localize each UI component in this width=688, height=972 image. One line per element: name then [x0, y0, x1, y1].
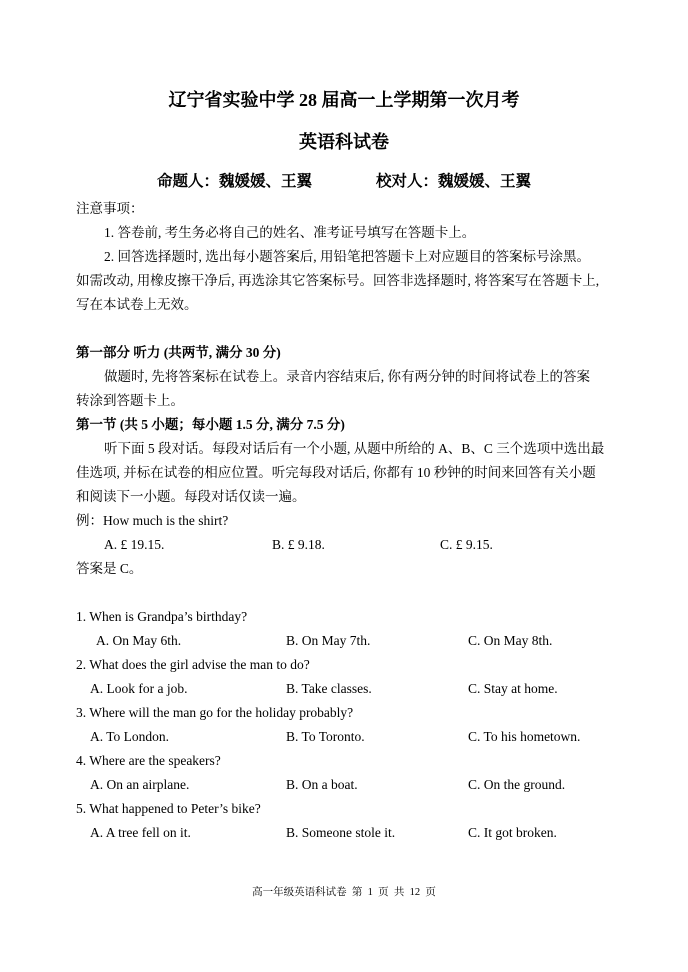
question-3-option-b: B. To Toronto. — [286, 729, 365, 744]
part-1-description: 做题时, 先将答案标在试卷上。录音内容结束后, 你有两分钟的时间将试卷上的答案 — [104, 369, 590, 384]
section-1-description-line-2: 佳选项, 并标在试卷的相应位置。听完每段对话后, 你都有 10 秒钟的时间来回答有关小题 — [76, 465, 596, 480]
example-option-b: B. £ 9.18. — [272, 537, 325, 552]
example-question: 例：How much is the shirt? — [76, 513, 229, 528]
question-2-option-a: A. Look for a job. — [90, 681, 188, 696]
question-4: 4. Where are the speakers? — [76, 753, 221, 768]
question-2: 2. What does the girl advise the man to do? — [76, 657, 310, 672]
question-1-option-c: C. On May 8th. — [468, 633, 553, 648]
question-3-option-a: A. To London. — [90, 729, 170, 744]
section-1-heading: 第一节 (共 5 小题；每小题 1.5 分, 满分 7.5 分) — [76, 417, 345, 432]
question-1-option-a: A. On May 6th. — [96, 633, 182, 648]
author-line — [0, 169, 688, 191]
question-5-option-a: A. A tree fell on it. — [90, 825, 191, 840]
question-5: 5. What happened to Peter’s bike? — [76, 801, 261, 816]
notice-item-2-line-3: 写在本试卷上无效。 — [76, 297, 198, 312]
question-2-option-c: C. Stay at home. — [468, 681, 558, 696]
notice-item-2: 2. 回答选择题时, 选出每小题答案后, 用铅笔把答题卡上对应题目的答案标号涂黑。 — [104, 249, 590, 264]
question-4-option-c: C. On the ground. — [468, 777, 566, 792]
question-4-option-a: A. On an airplane. — [90, 777, 190, 792]
example-option-a: A. £ 19.15. — [104, 537, 165, 552]
question-setter: 命题人：魏媛媛、王翼 — [156, 173, 312, 190]
section-1-description-line-3: 和阅读下一小题。每段对话仅读一遍。 — [76, 489, 306, 504]
question-2-option-b: B. Take classes. — [286, 681, 372, 696]
part-1-description-line-2: 转涂到答题卡上。 — [76, 393, 184, 408]
question-3-option-c: C. To his hometown. — [468, 729, 581, 744]
exam-subtitle: 英语科试卷 — [299, 132, 389, 152]
notice-item-1: 1. 答卷前, 考生务必将自己的姓名、准考证号填写在答题卡上。 — [104, 225, 476, 240]
proofreader: 校对人：魏媛媛、王翼 — [376, 173, 532, 190]
question-5-option-c: C. It got broken. — [468, 825, 557, 840]
example-option-c: C. £ 9.15. — [440, 537, 493, 552]
exam-title: 辽宁省实验中学 28 届高一上学期第一次月考 — [168, 90, 520, 110]
question-3: 3. Where will the man go for the holiday probably? — [76, 705, 354, 720]
part-1-heading: 第一部分 听力 (共两节, 满分 30 分) — [76, 345, 281, 360]
notice-heading: 注意事项： — [76, 201, 144, 216]
question-5-option-b: B. Someone stole it. — [286, 825, 396, 840]
page-footer: 高一年级英语科试卷 第 1 页 共 12 页 — [252, 887, 436, 898]
section-1-description: 听下面 5 段对话。每段对话后有一个小题, 从题中所给的 A、B、C 三个选项中选出最 — [104, 441, 605, 456]
question-1-option-b: B. On May 7th. — [286, 633, 371, 648]
notice-item-2-line-2: 如需改动, 用橡皮擦干净后, 再选涂其它答案标号。回答非选择题时, 将答案写在答题卡上, — [76, 273, 600, 288]
question-4-option-b: B. On a boat. — [286, 777, 358, 792]
example-answer: 答案是 C。 — [76, 561, 143, 576]
question-1: 1. When is Grandpa’s birthday? — [76, 609, 248, 624]
